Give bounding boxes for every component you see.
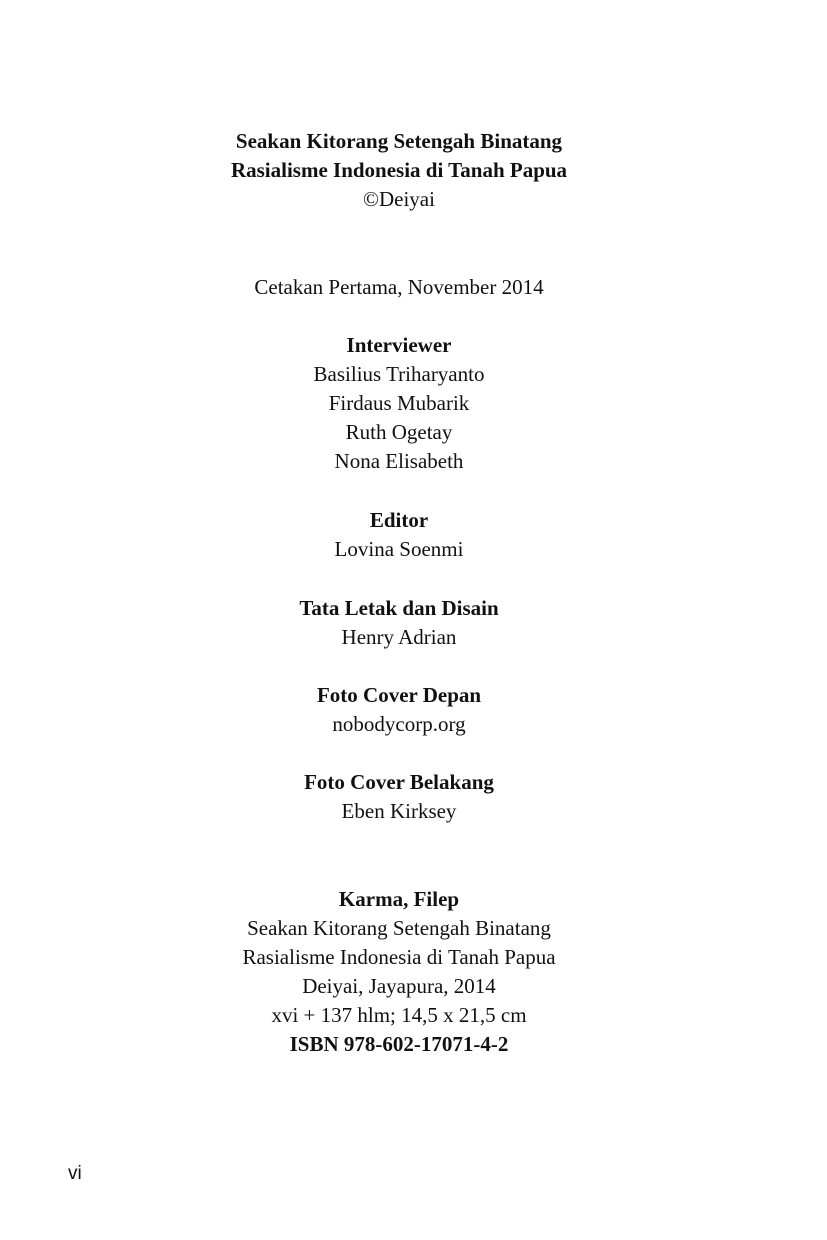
front-cover-heading: Foto Cover Depan	[316, 683, 482, 707]
interviewer-name: Basilius Triharyanto	[313, 362, 485, 386]
catalog-title: Seakan Kitorang Setengah Binatang	[247, 916, 551, 940]
interviewer-name: Nona Elisabeth	[334, 449, 464, 473]
interviewer-name: Firdaus Mubarik	[328, 391, 470, 415]
title-block	[0, 127, 798, 214]
catalog-isbn: ISBN 978-602-17071-4-2	[289, 1032, 509, 1056]
catalog-author: Karma, Filep	[338, 887, 460, 911]
editor-heading: Editor	[369, 508, 429, 532]
book-title: Seakan Kitorang Setengah Binatang	[235, 129, 563, 153]
catalog-entry	[0, 885, 798, 1059]
interviewer-name: Ruth Ogetay	[345, 420, 453, 444]
catalog-subtitle: Rasialisme Indonesia di Tanah Papua	[242, 945, 556, 969]
edition-block	[0, 273, 798, 302]
page-number: vi	[68, 1163, 82, 1184]
front-cover-name: nobodycorp.org	[332, 712, 466, 736]
interviewer-credits	[0, 331, 798, 476]
book-subtitle: Rasialisme Indonesia di Tanah Papua	[230, 158, 568, 182]
back-cover-heading: Foto Cover Belakang	[304, 770, 494, 794]
layout-name: Henry Adrian	[341, 625, 457, 649]
back-cover-credits	[0, 768, 798, 826]
catalog-physical-description: xvi + 137 hlm; 14,5 x 21,5 cm	[271, 1003, 527, 1027]
interviewer-heading: Interviewer	[346, 333, 452, 357]
editor-name: Lovina Soenmi	[334, 537, 464, 561]
layout-credits	[0, 594, 798, 652]
editor-credits	[0, 506, 798, 564]
back-cover-name: Eben Kirksey	[341, 799, 457, 823]
edition-text: Cetakan Pertama, November 2014	[254, 275, 544, 299]
layout-heading: Tata Letak dan Disain	[299, 596, 499, 620]
catalog-publisher: Deiyai, Jayapura, 2014	[302, 974, 496, 998]
front-cover-credits	[0, 681, 798, 739]
copyright-notice: ©Deiyai	[363, 187, 435, 211]
